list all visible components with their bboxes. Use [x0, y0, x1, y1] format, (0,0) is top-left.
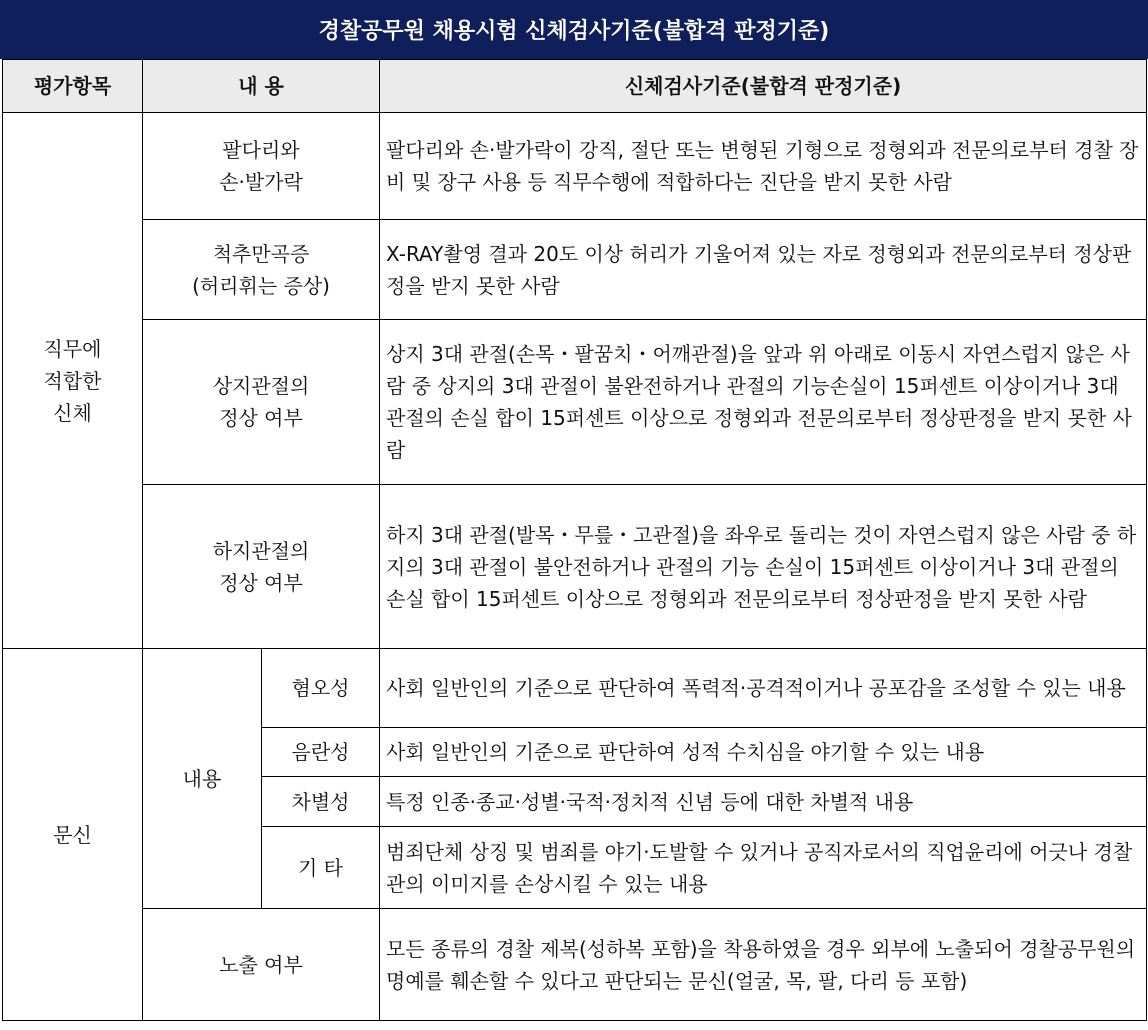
item-criteria: 특정 인종·종교·성별·국적·정치적 신념 등에 대한 차별적 내용 [380, 777, 1147, 827]
criteria-table [2, 59, 1147, 1021]
item-criteria: 사회 일반인의 기준으로 판단하여 폭력적·공격적이거나 공포감을 조성할 수 있는 내용 [380, 649, 1147, 728]
item-name: 기 타 [262, 827, 380, 909]
table-row [3, 320, 1147, 485]
header-evaluation-item: 평가항목 [3, 60, 143, 113]
table-row [3, 485, 1147, 649]
subsection-label-content: 내용 [143, 649, 262, 909]
item-name: 팔다리와 손·발가락 [143, 113, 380, 220]
table-header-row [3, 60, 1147, 113]
item-name: 하지관절의 정상 여부 [143, 485, 380, 649]
header-criteria: 신체검사기준(불합격 판정기준) [380, 60, 1147, 113]
item-name: 음란성 [262, 728, 380, 777]
item-name: 혐오성 [262, 649, 380, 728]
item-criteria: 팔다리와 손·발가락이 강직, 절단 또는 변형된 기형으로 정형외과 전문의로부터 경찰 장비 및 장구 사용 등 직무수행에 적합하다는 진단을 받지 못한 사람 [380, 113, 1147, 220]
section-label-fitness: 직무에 적합한 신체 [3, 113, 143, 649]
item-name: 노출 여부 [143, 909, 380, 1021]
item-name: 차별성 [262, 777, 380, 827]
table-row [3, 649, 1147, 728]
table-row [3, 909, 1147, 1021]
item-criteria: X-RAY촬영 결과 20도 이상 허리가 기울어져 있는 자로 정형외과 전문의로부터 정상판정을 받지 못한 사람 [380, 220, 1147, 320]
item-criteria: 사회 일반인의 기준으로 판단하여 성적 수치심을 야기할 수 있는 내용 [380, 728, 1147, 777]
table-row [3, 220, 1147, 320]
item-criteria: 모든 종류의 경찰 제복(성하복 포함)을 착용하였을 경우 외부에 노출되어 경찰공무원의 명예를 훼손할 수 있다고 판단되는 문신(얼굴, 목, 팔, 다리 등 포함) [380, 909, 1147, 1021]
table-row [3, 113, 1147, 220]
header-content: 내 용 [143, 60, 380, 113]
page-title: 경찰공무원 채용시험 신체검사기준(불합격 판정기준) [0, 0, 1148, 59]
section-label-tattoo: 문신 [3, 649, 143, 1021]
item-criteria: 범죄단체 상징 및 범죄를 야기·도발할 수 있거나 공직자로서의 직업윤리에 어긋나 경찰관의 이미지를 손상시킬 수 있는 내용 [380, 827, 1147, 909]
item-name: 상지관절의 정상 여부 [143, 320, 380, 485]
item-name: 척추만곡증 (허리휘는 증상) [143, 220, 380, 320]
item-criteria: 상지 3대 관절(손목・팔꿈치・어깨관절)을 앞과 위 아래로 이동시 자연스럽지 않은 사람 중 상지의 3대 관절이 불완전하거나 관절의 기능손실이 15퍼센트 이상이거나 3대 관절의 손실 합이 15퍼센트 이상으로 정형외과 전문의로부터 정상판정을 받지 못한 사람 [380, 320, 1147, 485]
item-criteria: 하지 3대 관절(발목・무릎・고관절)을 좌우로 돌리는 것이 자연스럽지 않은 사람 중 하지의 3대 관절이 불안전하거나 관절의 기능 손실이 15퍼센트 이상이거나 3대 관절의 손실 합이 15퍼센트 이상으로 정형외과 전문의로부터 정상판정을 받지 못한 사람 [380, 485, 1147, 649]
